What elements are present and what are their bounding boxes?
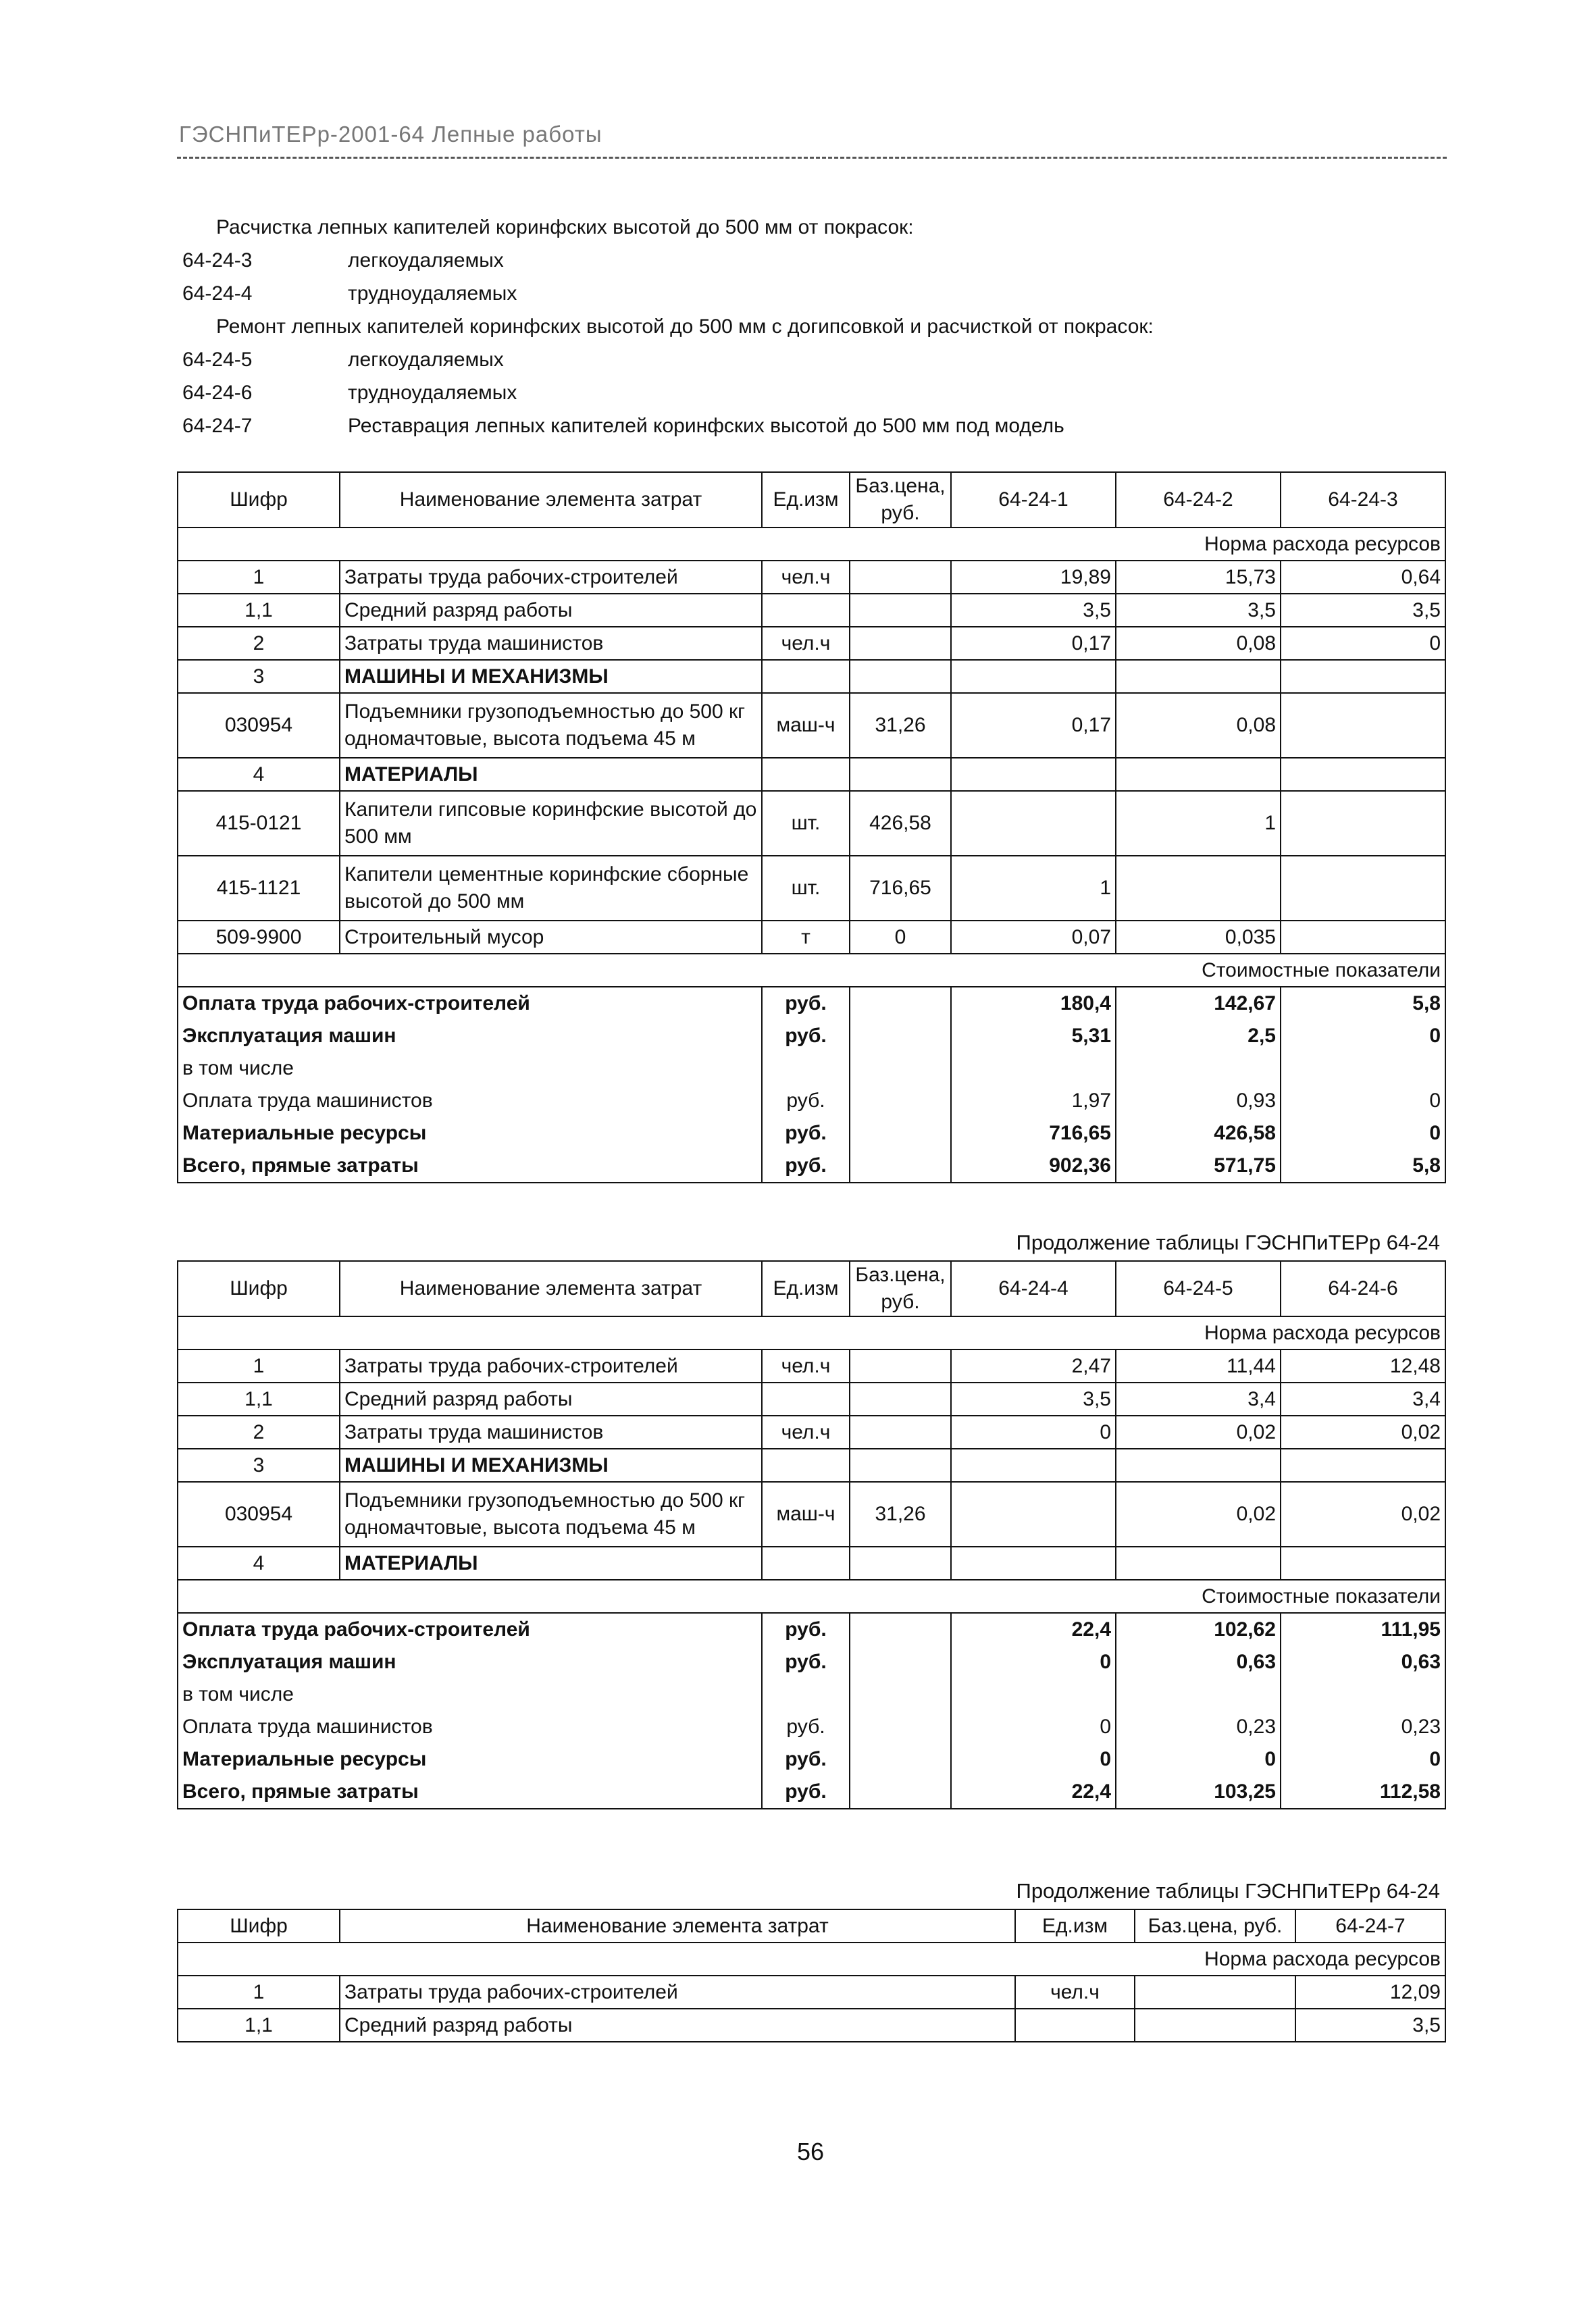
table-row [178, 561, 1445, 594]
summary-price [850, 1646, 951, 1678]
col-unit-header: Ед.изм [762, 1261, 850, 1316]
summary-value: 716,65 [951, 1117, 1116, 1150]
summary-value: 103,25 [1116, 1776, 1281, 1809]
row-name: Затраты труда машинистов [340, 627, 762, 660]
summary-price [850, 1678, 951, 1711]
row-value: 0 [1281, 627, 1445, 660]
row-name: Затраты труда машинистов [340, 1416, 762, 1449]
header-row [178, 1909, 1445, 1943]
intro-line [182, 376, 1452, 409]
summary-value: 0,63 [1281, 1646, 1445, 1678]
summary-unit [762, 1678, 850, 1711]
table-row [178, 660, 1445, 693]
row-value [1281, 693, 1445, 758]
summary-value [1116, 1052, 1281, 1085]
row-code: 4 [178, 1547, 340, 1580]
row-value: 3,5 [1116, 594, 1281, 627]
summary-value: 0,93 [1116, 1085, 1281, 1117]
row-value: 3,5 [1295, 2009, 1445, 2042]
summary-value: 0 [951, 1711, 1116, 1743]
summary-value [1281, 1678, 1445, 1711]
row-code: 1,1 [178, 2009, 340, 2042]
summary-row [178, 1743, 1445, 1776]
row-name: Подъемники грузоподъемностью до 500 кг одномачтовые, высота подъема 45 м [340, 693, 762, 758]
table-row [178, 856, 1445, 921]
summary-price [850, 1743, 951, 1776]
summary-value: 112,58 [1281, 1776, 1445, 1809]
row-value: 0,02 [1116, 1482, 1281, 1547]
row-code: 030954 [178, 1482, 340, 1547]
row-value [951, 758, 1116, 791]
resource-table-2 [177, 1260, 1446, 1809]
summary-row [178, 1678, 1445, 1711]
summary-price [850, 1052, 951, 1085]
intro-line [182, 343, 1452, 376]
summary-value: 0 [951, 1743, 1116, 1776]
row-price [850, 594, 951, 627]
intro-list [182, 211, 1452, 442]
summary-value: 5,8 [1281, 1150, 1445, 1183]
col-id-header: 64-24-2 [1116, 472, 1281, 528]
summary-value: 111,95 [1281, 1613, 1445, 1646]
row-code: 1 [178, 1976, 340, 2009]
row-value [1116, 1449, 1281, 1482]
summary-price [850, 987, 951, 1020]
row-unit: чел.ч [762, 627, 850, 660]
summary-value: 0 [1281, 1020, 1445, 1052]
row-name: МАТЕРИАЛЫ [340, 1547, 762, 1580]
table-row [178, 1383, 1445, 1416]
norm-subheader-row [178, 528, 1445, 561]
row-value: 1 [951, 856, 1116, 921]
row-value: 0,035 [1116, 921, 1281, 954]
col-name-header: Наименование элемента затрат [340, 472, 762, 528]
summary-row [178, 1020, 1445, 1052]
summary-row [178, 1052, 1445, 1085]
intro-line [182, 244, 1452, 277]
row-code: 1,1 [178, 594, 340, 627]
row-value: 0,07 [951, 921, 1116, 954]
summary-value: 0 [1281, 1085, 1445, 1117]
cost-subheader: Стоимостные показатели [178, 954, 1445, 987]
summary-value: 142,67 [1116, 987, 1281, 1020]
row-code: 415-1121 [178, 856, 340, 921]
row-unit: маш-ч [762, 693, 850, 758]
row-name: Строительный мусор [340, 921, 762, 954]
row-price [1135, 1976, 1295, 2009]
summary-value: 0,23 [1281, 1711, 1445, 1743]
summary-unit: руб. [762, 1646, 850, 1678]
row-value: 0,02 [1281, 1416, 1445, 1449]
row-value [1116, 758, 1281, 791]
row-unit: чел.ч [762, 1416, 850, 1449]
summary-unit: руб. [762, 987, 850, 1020]
row-value [951, 660, 1116, 693]
row-value: 0,02 [1281, 1482, 1445, 1547]
row-name: Капители гипсовые коринфские высотой до 500 мм [340, 791, 762, 856]
row-value [1281, 758, 1445, 791]
header-row [178, 1261, 1445, 1316]
summary-unit: руб. [762, 1085, 850, 1117]
row-value: 2,47 [951, 1349, 1116, 1383]
col-name-header: Наименование элемента затрат [340, 1909, 1015, 1943]
intro-text: легкоудаляемых [348, 249, 504, 272]
page-number: 56 [796, 2138, 825, 2165]
intro-line [182, 211, 1452, 244]
row-price: 31,26 [850, 1482, 951, 1547]
row-name: МАШИНЫ И МЕХАНИЗМЫ [340, 660, 762, 693]
summary-row [178, 1613, 1445, 1646]
row-price [850, 1416, 951, 1449]
cost-subheader-row [178, 1580, 1445, 1613]
summary-value: 5,31 [951, 1020, 1116, 1052]
norm-subheader: Норма расхода ресурсов [178, 528, 1445, 561]
row-unit [1015, 2009, 1135, 2042]
table-row [178, 1547, 1445, 1580]
summary-label: Эксплуатация машин [178, 1646, 762, 1678]
row-value: 0 [951, 1416, 1116, 1449]
continuation-caption-2: Продолжение таблицы ГЭСНПиТЕРр 64-24 [1016, 1879, 1440, 1903]
table-row [178, 693, 1445, 758]
row-value [1116, 660, 1281, 693]
row-code: 1 [178, 1349, 340, 1383]
summary-price [850, 1085, 951, 1117]
summary-label: Материальные ресурсы [178, 1743, 762, 1776]
row-value: 0,17 [951, 627, 1116, 660]
row-unit [762, 1383, 850, 1416]
summary-label: Оплата труда машинистов [178, 1085, 762, 1117]
table-row [178, 627, 1445, 660]
row-value [951, 791, 1116, 856]
summary-value: 0,63 [1116, 1646, 1281, 1678]
table-row [178, 1416, 1445, 1449]
row-value: 12,48 [1281, 1349, 1445, 1383]
row-value: 0,02 [1116, 1416, 1281, 1449]
summary-value: 0 [1281, 1743, 1445, 1776]
row-value: 0,17 [951, 693, 1116, 758]
col-id-header: 64-24-7 [1295, 1909, 1445, 1943]
row-price [850, 1547, 951, 1580]
row-name: Затраты труда рабочих-строителей [340, 1349, 762, 1383]
row-code: 030954 [178, 693, 340, 758]
intro-code: 64-24-5 [182, 348, 253, 371]
summary-unit: руб. [762, 1776, 850, 1809]
table-row [178, 594, 1445, 627]
row-value [1116, 856, 1281, 921]
summary-value: 180,4 [951, 987, 1116, 1020]
row-code: 2 [178, 1416, 340, 1449]
col-code-header: Шифр [178, 472, 340, 528]
intro-code: 64-24-3 [182, 249, 253, 272]
row-value [1116, 1547, 1281, 1580]
row-value: 0,64 [1281, 561, 1445, 594]
summary-unit: руб. [762, 1020, 850, 1052]
row-value [1281, 660, 1445, 693]
intro-text: легкоудаляемых [348, 348, 504, 371]
row-unit [762, 1449, 850, 1482]
col-id-header: 64-24-1 [951, 472, 1116, 528]
running-header: ГЭСНПиТЕРр-2001-64 Лепные работы [179, 122, 602, 147]
intro-line [182, 277, 1452, 310]
row-price: 31,26 [850, 693, 951, 758]
row-price [850, 1349, 951, 1383]
col-price-header: Баз.цена, руб. [850, 472, 951, 528]
summary-label: Всего, прямые затраты [178, 1776, 762, 1809]
row-price [850, 1449, 951, 1482]
table-row [178, 1482, 1445, 1547]
summary-value: 1,97 [951, 1085, 1116, 1117]
row-value [951, 1547, 1116, 1580]
summary-value [951, 1052, 1116, 1085]
row-code: 3 [178, 1449, 340, 1482]
intro-text: Реставрация лепных капителей коринфских высотой до 500 мм под модель [348, 414, 1064, 437]
row-unit [762, 594, 850, 627]
summary-label: Оплата труда рабочих-строителей [178, 1613, 762, 1646]
summary-value: 426,58 [1116, 1117, 1281, 1150]
summary-label: Оплата труда машинистов [178, 1711, 762, 1743]
row-price: 426,58 [850, 791, 951, 856]
row-value [1281, 921, 1445, 954]
summary-price [850, 1776, 951, 1809]
row-value: 11,44 [1116, 1349, 1281, 1383]
summary-row [178, 1711, 1445, 1743]
row-unit: т [762, 921, 850, 954]
row-price [850, 758, 951, 791]
summary-value: 2,5 [1116, 1020, 1281, 1052]
norm-subheader-row [178, 1316, 1445, 1349]
row-name: Подъемники грузоподъемностью до 500 кг одномачтовые, высота подъема 45 м [340, 1482, 762, 1547]
col-price-header: Баз.цена, руб. [1135, 1909, 1295, 1943]
summary-label: в том числе [178, 1678, 762, 1711]
row-code: 509-9900 [178, 921, 340, 954]
cost-subheader: Стоимостные показатели [178, 1580, 1445, 1613]
summary-row [178, 1776, 1445, 1809]
col-code-header: Шифр [178, 1261, 340, 1316]
intro-line [182, 409, 1452, 442]
summary-price [850, 1020, 951, 1052]
row-value: 3,4 [1281, 1383, 1445, 1416]
row-value [951, 1482, 1116, 1547]
table-row [178, 791, 1445, 856]
row-value: 3,5 [951, 1383, 1116, 1416]
summary-value: 571,75 [1116, 1150, 1281, 1183]
row-unit: маш-ч [762, 1482, 850, 1547]
row-name: Капители цементные коринфские сборные высотой до 500 мм [340, 856, 762, 921]
summary-price [850, 1613, 951, 1646]
row-value: 3,5 [1281, 594, 1445, 627]
summary-value: 102,62 [1116, 1613, 1281, 1646]
row-value [1281, 1449, 1445, 1482]
summary-value: 0 [1116, 1743, 1281, 1776]
row-unit: чел.ч [1015, 1976, 1135, 2009]
table-row [178, 921, 1445, 954]
summary-value: 0 [1281, 1117, 1445, 1150]
summary-unit: руб. [762, 1743, 850, 1776]
intro-code: 64-24-7 [182, 414, 253, 437]
table-row [178, 1449, 1445, 1482]
row-unit: шт. [762, 856, 850, 921]
row-name: Затраты труда рабочих-строителей [340, 561, 762, 594]
row-value: 0,08 [1116, 627, 1281, 660]
row-value: 19,89 [951, 561, 1116, 594]
continuation-caption-1: Продолжение таблицы ГЭСНПиТЕРр 64-24 [1016, 1231, 1440, 1254]
row-name: Средний разряд работы [340, 1383, 762, 1416]
resource-table-1 [177, 471, 1446, 1183]
norm-subheader-row [178, 1943, 1445, 1976]
row-price [850, 1383, 951, 1416]
row-value: 0,08 [1116, 693, 1281, 758]
row-name: МАТЕРИАЛЫ [340, 758, 762, 791]
row-value [1281, 856, 1445, 921]
row-value: 12,09 [1295, 1976, 1445, 2009]
row-value: 3,5 [951, 594, 1116, 627]
summary-price [850, 1150, 951, 1183]
summary-unit: руб. [762, 1613, 850, 1646]
row-value: 3,4 [1116, 1383, 1281, 1416]
summary-label: в том числе [178, 1052, 762, 1085]
row-code: 4 [178, 758, 340, 791]
row-unit: чел.ч [762, 561, 850, 594]
summary-price [850, 1117, 951, 1150]
summary-label: Всего, прямые затраты [178, 1150, 762, 1183]
summary-unit: руб. [762, 1117, 850, 1150]
intro-line [182, 310, 1452, 343]
row-value: 1 [1116, 791, 1281, 856]
norm-subheader: Норма расхода ресурсов [178, 1316, 1445, 1349]
summary-row [178, 1150, 1445, 1183]
summary-row [178, 1117, 1445, 1150]
row-price [850, 627, 951, 660]
row-unit [762, 1547, 850, 1580]
row-name: Средний разряд работы [340, 2009, 1015, 2042]
summary-value: 0,23 [1116, 1711, 1281, 1743]
col-price-header: Баз.цена, руб. [850, 1261, 951, 1316]
intro-code: 64-24-4 [182, 282, 253, 305]
row-unit: шт. [762, 791, 850, 856]
row-unit: чел.ч [762, 1349, 850, 1383]
cost-subheader-row [178, 954, 1445, 987]
intro-text: трудноудаляемых [348, 381, 517, 404]
table-row [178, 1976, 1445, 2009]
summary-value: 5,8 [1281, 987, 1445, 1020]
col-code-header: Шифр [178, 1909, 340, 1943]
col-id-header: 64-24-4 [951, 1261, 1116, 1316]
intro-heading: Ремонт лепных капителей коринфских высотой до 500 мм с догипсовкой и расчисткой от покрасок: [216, 315, 1154, 338]
row-price [850, 561, 951, 594]
resource-table-3 [177, 1909, 1446, 2042]
row-name: МАШИНЫ И МЕХАНИЗМЫ [340, 1449, 762, 1482]
summary-value: 22,4 [951, 1776, 1116, 1809]
summary-label: Эксплуатация машин [178, 1020, 762, 1052]
col-id-header: 64-24-6 [1281, 1261, 1445, 1316]
summary-unit: руб. [762, 1150, 850, 1183]
row-value [1281, 1547, 1445, 1580]
summary-value: 22,4 [951, 1613, 1116, 1646]
intro-heading: Расчистка лепных капителей коринфских высотой до 500 мм от покрасок: [216, 215, 914, 238]
summary-row [178, 1646, 1445, 1678]
summary-value [1116, 1678, 1281, 1711]
col-id-header: 64-24-3 [1281, 472, 1445, 528]
row-price [1135, 2009, 1295, 2042]
table-row [178, 2009, 1445, 2042]
table-row [178, 1349, 1445, 1383]
col-name-header: Наименование элемента затрат [340, 1261, 762, 1316]
norm-subheader: Норма расхода ресурсов [178, 1943, 1445, 1976]
row-price: 716,65 [850, 856, 951, 921]
row-value: 15,73 [1116, 561, 1281, 594]
row-name: Затраты труда рабочих-строителей [340, 1976, 1015, 2009]
row-value [951, 1449, 1116, 1482]
row-code: 2 [178, 627, 340, 660]
table-row [178, 758, 1445, 791]
intro-code: 64-24-6 [182, 381, 253, 404]
row-unit [762, 758, 850, 791]
col-id-header: 64-24-5 [1116, 1261, 1281, 1316]
row-price: 0 [850, 921, 951, 954]
intro-text: трудноудаляемых [348, 282, 517, 305]
col-unit-header: Ед.изм [762, 472, 850, 528]
row-code: 3 [178, 660, 340, 693]
row-name: Средний разряд работы [340, 594, 762, 627]
header-rule [177, 157, 1447, 159]
summary-label: Материальные ресурсы [178, 1117, 762, 1150]
summary-label: Оплата труда рабочих-строителей [178, 987, 762, 1020]
row-code: 415-0121 [178, 791, 340, 856]
summary-unit: руб. [762, 1711, 850, 1743]
row-code: 1 [178, 561, 340, 594]
col-unit-header: Ед.изм [1015, 1909, 1135, 1943]
row-code: 1,1 [178, 1383, 340, 1416]
summary-row [178, 1085, 1445, 1117]
summary-value: 0 [951, 1646, 1116, 1678]
summary-row [178, 987, 1445, 1020]
header-row [178, 472, 1445, 528]
summary-value [1281, 1052, 1445, 1085]
summary-unit [762, 1052, 850, 1085]
row-unit [762, 660, 850, 693]
summary-price [850, 1711, 951, 1743]
row-price [850, 660, 951, 693]
summary-value [951, 1678, 1116, 1711]
summary-value: 902,36 [951, 1150, 1116, 1183]
row-value [1281, 791, 1445, 856]
